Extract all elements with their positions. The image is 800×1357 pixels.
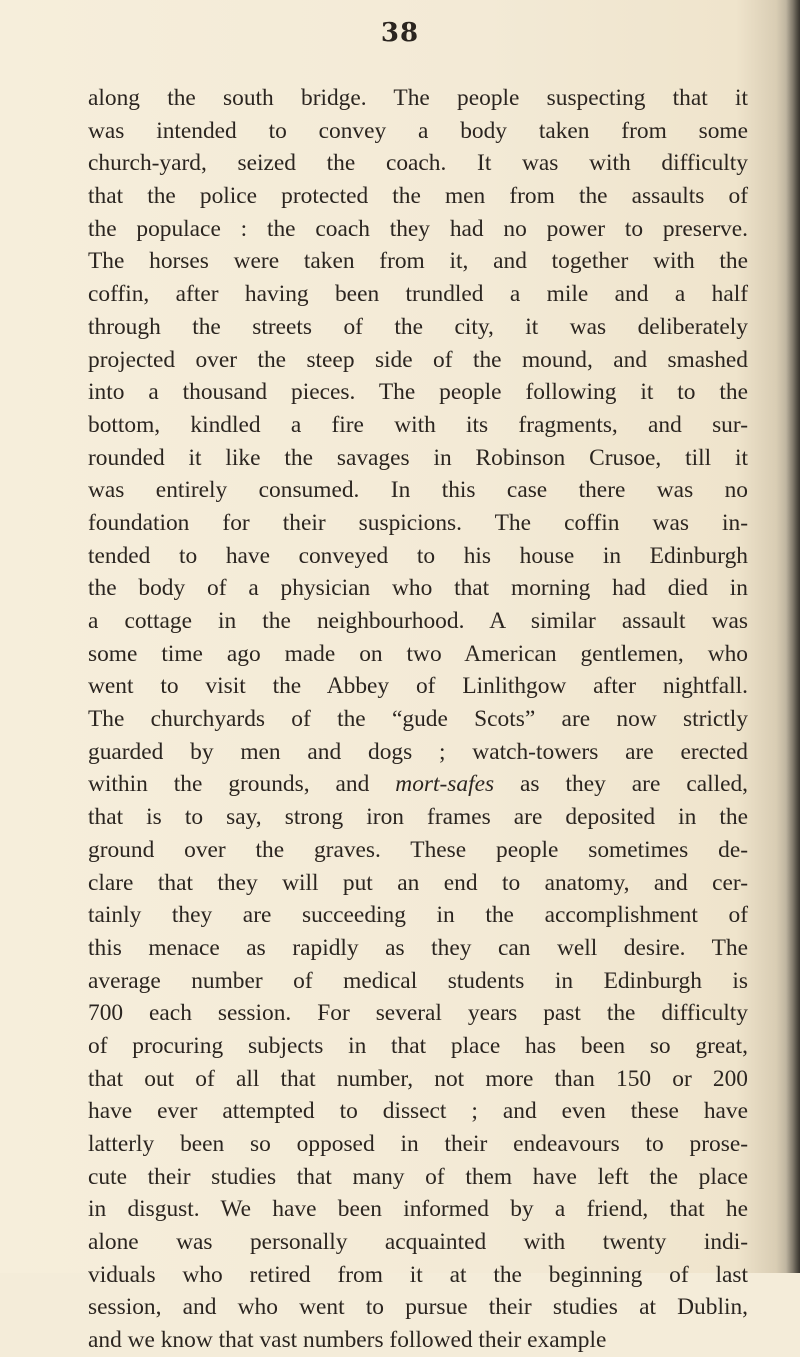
text-line: some time ago made on two American gentlemen, who: [88, 640, 748, 667]
text-line: was entirely consumed. In this case there was no: [88, 477, 748, 504]
text-line-mort-safes: [88, 768, 748, 801]
text-line: average number of medical students in Edinburgh is: [88, 967, 748, 994]
text-line: cute their studies that many of them have left the place: [88, 1163, 748, 1190]
page-number: 38: [380, 18, 420, 48]
text-line: a cottage in the neighbourhood. A similar assault was: [88, 608, 748, 634]
text-line: alone was personally acquainted with twenty indi-: [88, 1229, 748, 1256]
text-line: and we know that vast numbers followed their example: [88, 1327, 607, 1354]
italic-term: mort-safes: [395, 771, 495, 798]
text-line: church-yard, seized the coach. It was with difficulty: [88, 150, 748, 177]
text-line: guarded by men and dogs ; watch-towers are erected: [88, 738, 748, 765]
text-line: of procuring subjects in that place has been so great,: [88, 1032, 748, 1059]
text-segment: as they are called,: [494, 771, 749, 798]
text-line: The horses were taken from it, and together with the: [88, 248, 748, 275]
text-line: coffin, after having been trundled a mile and a half: [88, 281, 748, 308]
text-line: The churchyards of the “gude Scots” are now strictly: [88, 706, 748, 733]
page-edge-shadow: [786, 0, 800, 1273]
text-line: clare that they will put an end to anatomy, and cer-: [88, 869, 748, 896]
text-segment: within the grounds, and: [88, 771, 396, 798]
text-line: have ever attempted to dissect ; and even these have: [88, 1098, 748, 1125]
text-line: ground over the graves. These people sometimes de-: [88, 836, 748, 863]
text-line: projected over the steep side of the mound, and smashed: [88, 346, 748, 373]
text-line: was intended to convey a body taken from some: [88, 117, 748, 144]
text-line: viduals who retired from it at the beginning of last: [88, 1261, 748, 1288]
text-line: session, and who went to pursue their studies at Dublin,: [88, 1294, 748, 1321]
text-line: through the streets of the city, it was deliberately: [88, 313, 748, 340]
body-text: [88, 82, 748, 1357]
text-line: went to visit the Abbey of Linlithgow after nightfall.: [88, 673, 748, 700]
text-line: along the south bridge. The people suspecting that it: [88, 85, 748, 111]
text-line: tainly they are succeeding in the accomplishment of: [88, 902, 748, 929]
text-line: this menace as rapidly as they can well desire. The: [88, 934, 748, 961]
text-line: that is to say, strong iron frames are deposited in the: [88, 804, 748, 831]
text-line: that the police protected the men from the assaults of: [88, 183, 748, 210]
text-line: into a thousand pieces. The people following it to the: [88, 379, 748, 406]
text-line: latterly been so opposed in their endeavours to prose-: [88, 1131, 748, 1157]
text-line: tended to have conveyed to his house in Edinburgh: [88, 542, 748, 569]
text-line: 700 each session. For several years past the difficulty: [88, 1000, 748, 1027]
text-line: the body of a physician who that morning had died in: [88, 575, 748, 602]
text-line: that out of all that number, not more than 150 or 200: [88, 1065, 748, 1092]
text-line: foundation for their suspicions. The coffin was in-: [88, 509, 748, 536]
text-line: rounded it like the savages in Robinson Crusoe, till it: [88, 444, 748, 471]
text-line: the populace : the coach they had no power to preserve.: [88, 215, 748, 242]
text-line: in disgust. We have been informed by a friend, that he: [88, 1196, 748, 1223]
text-line: bottom, kindled a fire with its fragments, and sur-: [88, 411, 748, 438]
